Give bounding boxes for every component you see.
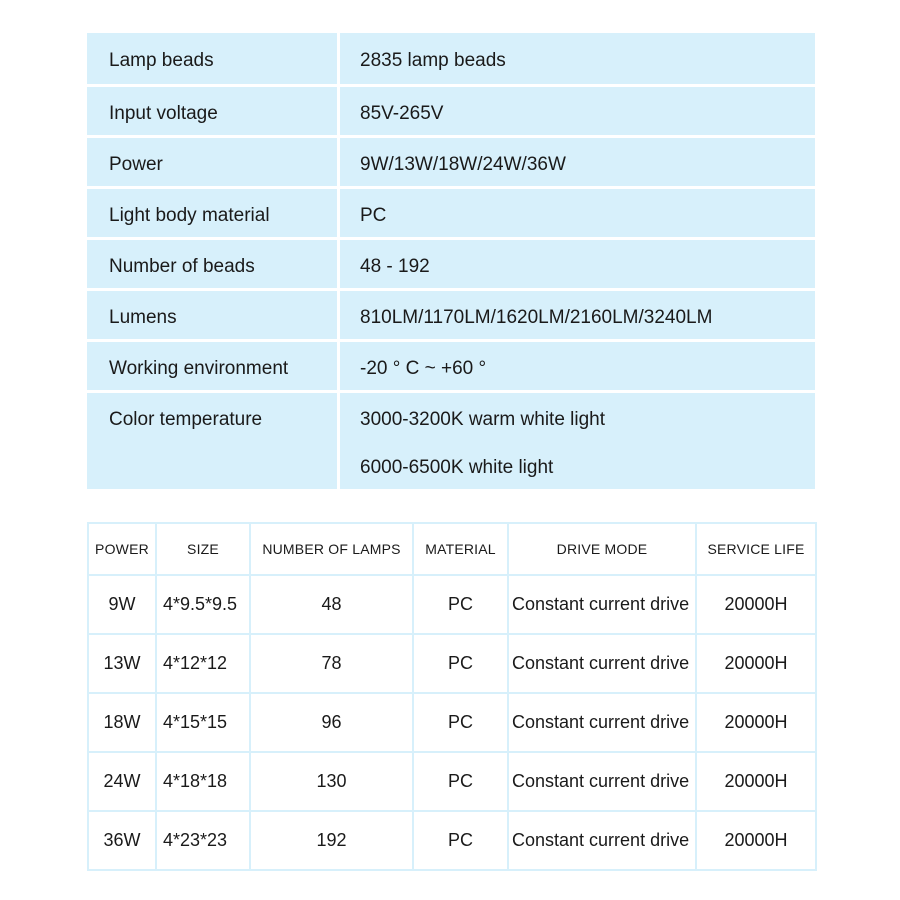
table-row [88, 752, 816, 811]
spec-label: Lumens [87, 290, 339, 341]
column-header-drive-mode: DRIVE MODE [508, 523, 696, 575]
spec-row-power [87, 137, 815, 188]
column-header-service-life: SERVICE LIFE [696, 523, 816, 575]
table-row [88, 575, 816, 634]
spec-row-color-temperature [87, 392, 815, 490]
table-row [88, 811, 816, 870]
spec-row-working-environment [87, 341, 815, 392]
cell-power: 36W [88, 811, 156, 870]
spec-label: Number of beads [87, 239, 339, 290]
cell-size: 4*18*18 [156, 752, 250, 811]
spec-row-number-of-beads [87, 239, 815, 290]
cell-size: 4*23*23 [156, 811, 250, 870]
cell-number-of-lamps: 192 [250, 811, 413, 870]
spec-row-lumens [87, 290, 815, 341]
model-table [87, 522, 817, 871]
cell-number-of-lamps: 78 [250, 634, 413, 693]
spec-value: -20 ° C ~ +60 ° [339, 341, 816, 392]
cell-drive-mode: Constant current drive [508, 693, 696, 752]
spec-value: 85V-265V [339, 86, 816, 137]
spec-value: 3000-3200K warm white light 6000-6500K white light [339, 392, 816, 490]
spec-value: 810LM/1170LM/1620LM/2160LM/3240LM [339, 290, 816, 341]
cell-size: 4*15*15 [156, 693, 250, 752]
cell-number-of-lamps: 96 [250, 693, 413, 752]
cell-power: 13W [88, 634, 156, 693]
cell-power: 24W [88, 752, 156, 811]
cell-service-life: 20000H [696, 752, 816, 811]
cell-drive-mode: Constant current drive [508, 752, 696, 811]
spec-label: Color temperature [87, 392, 339, 490]
cell-service-life: 20000H [696, 811, 816, 870]
cell-power: 9W [88, 575, 156, 634]
spec-value: 9W/13W/18W/24W/36W [339, 137, 816, 188]
cell-material: PC [413, 752, 508, 811]
cell-size: 4*9.5*9.5 [156, 575, 250, 634]
cell-material: PC [413, 811, 508, 870]
spec-row-light-body-material [87, 188, 815, 239]
spec-label: Lamp beads [87, 33, 339, 86]
cell-service-life: 20000H [696, 634, 816, 693]
spec-value: 2835 lamp beads [339, 33, 816, 86]
column-header-power: POWER [88, 523, 156, 575]
cell-service-life: 20000H [696, 575, 816, 634]
spec-row-input-voltage [87, 86, 815, 137]
cell-material: PC [413, 634, 508, 693]
spec-label: Light body material [87, 188, 339, 239]
cell-number-of-lamps: 48 [250, 575, 413, 634]
cell-service-life: 20000H [696, 693, 816, 752]
cell-material: PC [413, 693, 508, 752]
spec-row-lamp-beads [87, 33, 815, 86]
cell-drive-mode: Constant current drive [508, 575, 696, 634]
spec-table [87, 33, 815, 489]
cell-number-of-lamps: 130 [250, 752, 413, 811]
model-table-header [88, 523, 816, 575]
spec-label: Working environment [87, 341, 339, 392]
spec-label: Power [87, 137, 339, 188]
column-header-material: MATERIAL [413, 523, 508, 575]
spec-value: 48 - 192 [339, 239, 816, 290]
spec-label: Input voltage [87, 86, 339, 137]
cell-drive-mode: Constant current drive [508, 634, 696, 693]
spec-value: PC [339, 188, 816, 239]
cell-material: PC [413, 575, 508, 634]
cell-drive-mode: Constant current drive [508, 811, 696, 870]
cell-size: 4*12*12 [156, 634, 250, 693]
cell-power: 18W [88, 693, 156, 752]
column-header-size: SIZE [156, 523, 250, 575]
column-header-number-of-lamps: NUMBER OF LAMPS [250, 523, 413, 575]
table-row [88, 634, 816, 693]
table-row [88, 693, 816, 752]
